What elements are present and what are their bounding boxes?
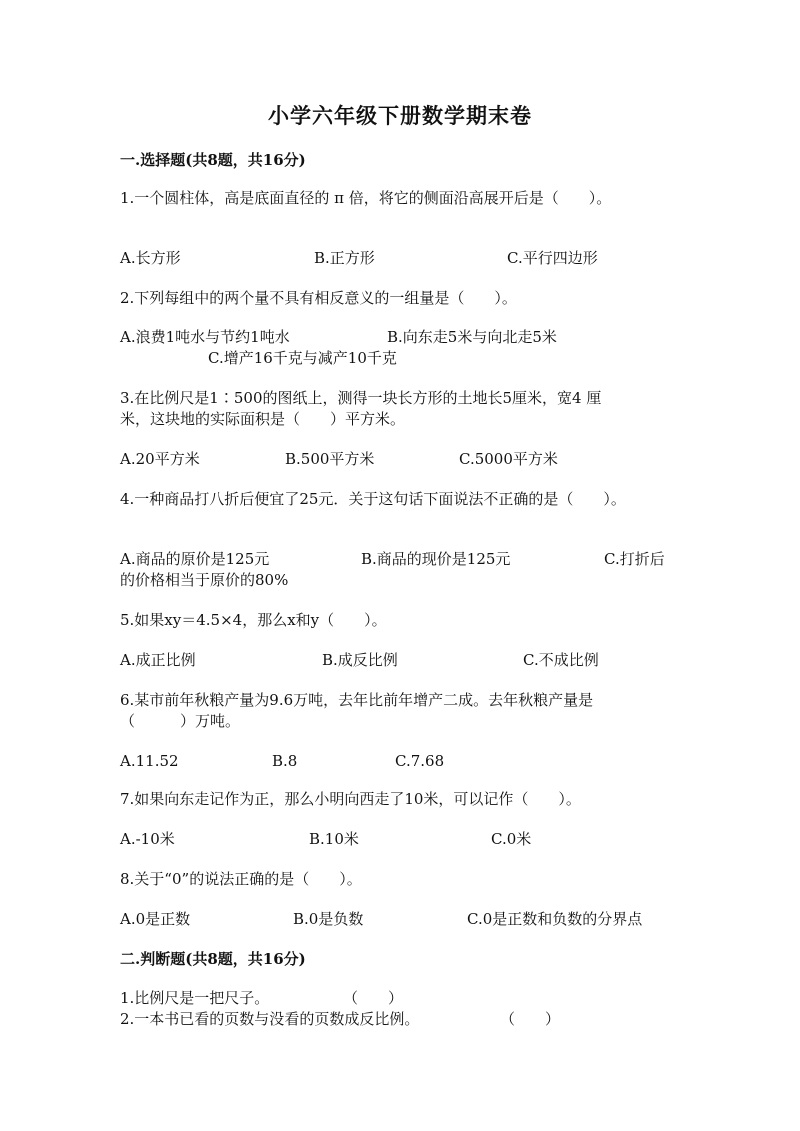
question-4-option-a: A.商品的原价是125元 xyxy=(120,550,270,568)
question-1-option-c: C.平行四边形 xyxy=(507,249,598,267)
judgement-1-stem: 1.比例尺是一把尺子。 xyxy=(120,989,270,1007)
question-4-stem: 4.一种商品打八折后便宜了25元．关于这句话下面说法不正确的是（ ）。 xyxy=(120,490,626,508)
question-4-option-c-line-1: C.打折后 xyxy=(604,550,665,568)
question-4-option-b: B.商品的现价是125元 xyxy=(361,550,511,568)
question-1-option-a: A.长方形 xyxy=(120,249,181,267)
question-6-option-b: B.8 xyxy=(272,752,298,770)
question-2-option-a: A.浪费1吨水与节约1吨水 xyxy=(120,328,290,346)
question-7-option-c: C.0米 xyxy=(491,830,532,848)
question-5-stem: 5.如果xy＝4.5×4，那么x和y（ ）。 xyxy=(120,611,387,629)
question-5-option-c: C.不成比例 xyxy=(523,651,599,669)
judgement-1-blank: （ ） xyxy=(343,989,404,1007)
question-2-option-c: C.增产16千克与减产10千克 xyxy=(208,349,397,367)
section-heading-choice: 一.选择题(共8题，共16分) xyxy=(120,151,306,169)
question-7-option-a: A.-10米 xyxy=(120,830,175,848)
question-2-option-b: B.向东走5米与向北走5米 xyxy=(387,328,557,346)
question-7-option-b: B.10米 xyxy=(309,830,359,848)
question-3-option-c: C.5000平方米 xyxy=(459,450,558,468)
page-title: 小学六年级下册数学期末卷 xyxy=(268,103,532,128)
judgement-2-stem: 2.一本书已看的页数与没看的页数成反比例。 xyxy=(120,1010,420,1028)
question-1-option-b: B.正方形 xyxy=(314,249,375,267)
question-4-option-c-line-2: 的价格相当于原价的80% xyxy=(120,571,289,589)
question-6-option-c: C.7.68 xyxy=(395,752,445,770)
question-8-stem: 8.关于“0”的说法正确的是（ ）。 xyxy=(120,870,362,888)
question-6-option-a: A.11.52 xyxy=(120,752,179,770)
question-5-option-b: B.成反比例 xyxy=(322,651,398,669)
question-6-stem-line-2: （ ）万吨。 xyxy=(120,712,241,730)
question-3-option-a: A.20平方米 xyxy=(120,450,200,468)
judgement-2-blank: （ ） xyxy=(500,1010,561,1028)
question-2-stem: 2.下列每组中的两个量不具有相反意义的一组量是（ ）。 xyxy=(120,289,517,307)
question-6-stem-line-1: 6.某市前年秋粮产量为9.6万吨，去年比前年增产二成。去年秋粮产量是 xyxy=(120,691,594,709)
question-3-stem-line-2: 米，这块地的实际面积是（ ）平方米。 xyxy=(120,410,406,428)
question-8-option-a: A.0是正数 xyxy=(120,910,191,928)
question-3-option-b: B.500平方米 xyxy=(285,450,375,468)
section-heading-judgement: 二.判断题(共8题，共16分) xyxy=(120,950,306,968)
question-8-option-b: B.0是负数 xyxy=(293,910,364,928)
question-1-stem: 1.一个圆柱体，高是底面直径的 π 倍，将它的侧面沿高展开后是（ ）。 xyxy=(120,189,612,207)
question-3-stem-line-1: 3.在比例尺是1∶500的图纸上，测得一块长方形的土地长5厘米，宽4 厘 xyxy=(120,389,602,407)
question-5-option-a: A.成正比例 xyxy=(120,651,196,669)
question-7-stem: 7.如果向东走记作为正，那么小明向西走了10米，可以记作（ ）。 xyxy=(120,790,581,808)
question-8-option-c: C.0是正数和负数的分界点 xyxy=(467,910,643,928)
